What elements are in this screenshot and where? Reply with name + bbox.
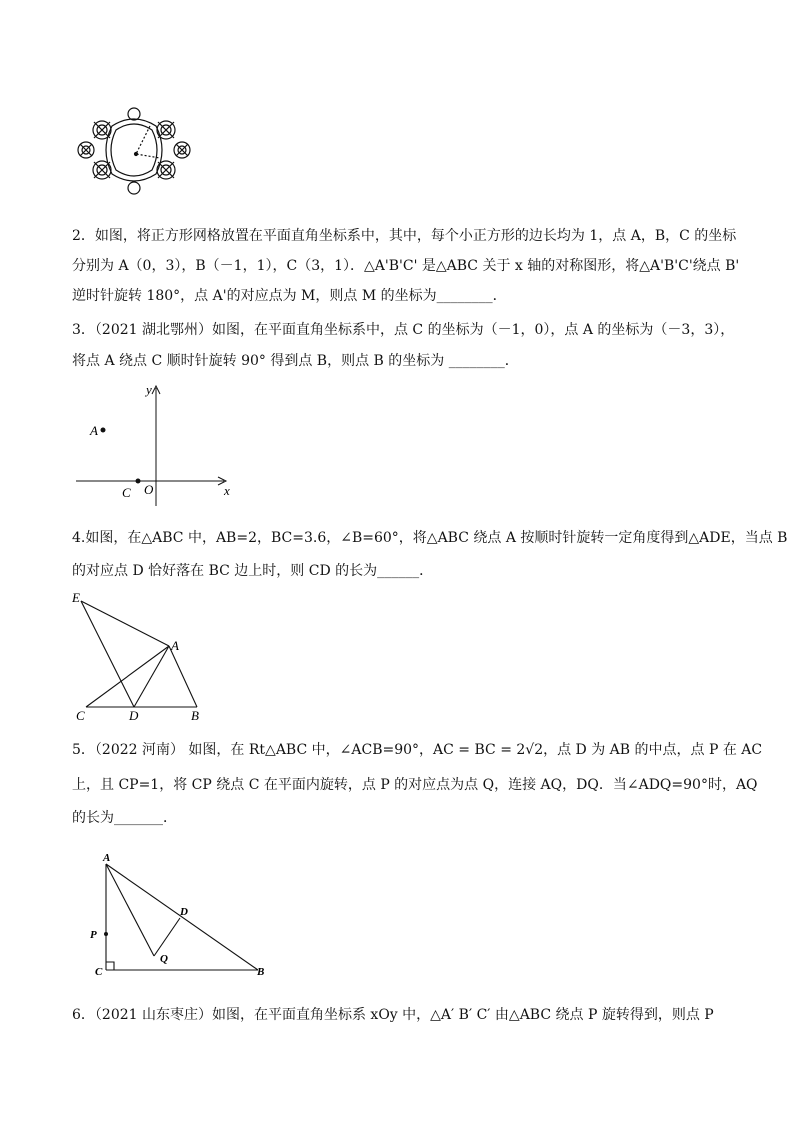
q2-line-1: 2．如图，将正方形网格放置在平面直角坐标系中，其中，每个小正方形的边长均为 1，点 A，B，C 的坐标 bbox=[72, 228, 737, 244]
q3-line-2: 将点 A 绕点 C 顺时针旋转 90° 得到点 B，则点 B 的坐标为 ________． bbox=[72, 353, 519, 369]
q4-line-1: 4.如图，在△ABC 中，AB=2，BC=3.6，∠B=60°，将△ABC 绕点 A 按顺时针旋转一定角度得到△ADE，当点 B bbox=[72, 530, 788, 546]
q4-label-B: B bbox=[191, 708, 199, 723]
q5-label-C: C bbox=[95, 966, 103, 978]
q5-line-1: 5．（2022 河南） 如图，在 Rt△ABC 中，∠ACB=90°，AC = BC = 2√2，点 D 为 AB 的中点，点 P 在 AC bbox=[72, 742, 763, 758]
q4-triangle-figure bbox=[72, 588, 212, 724]
q3-point-A bbox=[101, 428, 106, 433]
q3-label-C: C bbox=[122, 485, 131, 500]
q4-label-D: D bbox=[129, 708, 139, 723]
q5-line-2: 上，且 CP=1，将 CP 绕点 C 在平面内旋转，点 P 的对应点为点 Q，连接 AQ，DQ．当∠ADQ=90°时，AQ bbox=[72, 777, 758, 793]
q3-line-1: 3．（2021 湖北鄂州）如图，在平面直角坐标系中，点 C 的坐标为（－1，0），点 A 的坐标为（－3，3）， bbox=[72, 322, 735, 338]
q5-label-D: D bbox=[180, 906, 188, 918]
q5-line-3: 的长为_______． bbox=[72, 810, 177, 826]
q2-line-2: 分别为 A（0，3），B（－1，1），C（3，1）．△A'B'C' 是△ABC 关于 x 轴的对称图形，将△A'B'C'绕点 B' bbox=[72, 258, 740, 274]
q4-label-C: C bbox=[76, 708, 85, 723]
q5-label-A: A bbox=[103, 852, 111, 864]
q5-label-B: B bbox=[257, 966, 265, 978]
q4-line-2: 的对应点 D 恰好落在 BC 边上时，则 CD 的长为______． bbox=[72, 563, 434, 579]
q4-label-A: A bbox=[171, 638, 179, 653]
q5-point-P bbox=[104, 932, 108, 936]
knot-pattern-figure bbox=[72, 104, 196, 200]
q5-label-Q: Q bbox=[160, 953, 168, 965]
q3-coordinate-figure bbox=[72, 380, 242, 508]
q3-label-A: A bbox=[90, 423, 98, 438]
q5-right-triangle-figure bbox=[86, 848, 270, 980]
q6-line-1: 6．（2021 山东枣庄）如图，在平面直角坐标系 xOy 中，△A′ B′ C′ 由△ABC 绕点 P 旋转得到，则点 P bbox=[72, 1007, 714, 1023]
q3-label-y: y bbox=[146, 382, 152, 397]
q3-point-C bbox=[136, 479, 141, 484]
q5-label-P: P bbox=[90, 929, 97, 941]
q3-label-O: O bbox=[144, 482, 154, 497]
q3-label-x: x bbox=[224, 483, 230, 498]
q4-label-E: E bbox=[72, 590, 80, 605]
q2-line-3: 逆时针旋转 180°，点 A'的对应点为 M，则点 M 的坐标为________． bbox=[72, 288, 507, 304]
